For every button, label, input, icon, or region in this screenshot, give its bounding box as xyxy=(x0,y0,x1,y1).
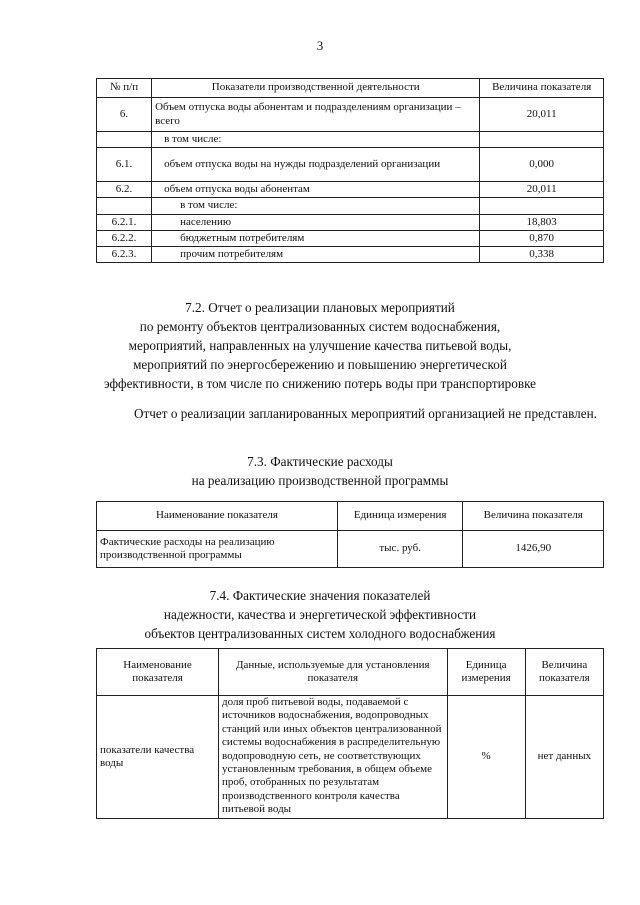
production-indicators-table xyxy=(96,78,604,263)
row-value xyxy=(480,198,604,214)
section-7-2-heading xyxy=(0,298,640,393)
page-number: 3 xyxy=(316,38,324,53)
row-value: 0,870 xyxy=(480,230,604,246)
table-row xyxy=(97,98,604,132)
row-value: 0,000 xyxy=(480,148,604,182)
row-value: нет данных xyxy=(525,696,603,819)
heading-line: объектов централизованных систем холодного водоснабжения xyxy=(144,626,496,641)
heading-line: 7.3. Фактические расходы xyxy=(247,454,393,469)
table-header-row xyxy=(97,649,604,696)
quality-indicators-table xyxy=(96,648,604,819)
row-value: 1426,90 xyxy=(463,531,604,568)
column-header: Величина показателя xyxy=(463,502,604,531)
row-number xyxy=(97,132,152,148)
table-header-row xyxy=(97,502,604,531)
column-header: № п/п xyxy=(97,79,152,98)
heading-line: на реализацию производственной программы xyxy=(191,473,449,488)
section-7-2-paragraph: Отчет о реализации запланированных мероприятий организацией не представлен. xyxy=(134,406,597,421)
row-value: 18,803 xyxy=(480,214,604,230)
section-7-3-heading xyxy=(0,452,640,490)
section-7-4-heading xyxy=(0,586,640,643)
table-row xyxy=(97,531,604,568)
column-header: Наименование показателя xyxy=(97,649,219,696)
column-header: Наименование показателя xyxy=(97,502,338,531)
column-header: Единица измерения xyxy=(337,502,462,531)
row-unit: % xyxy=(447,696,525,819)
heading-line: мероприятий по энергосбережению и повышению энергетической xyxy=(133,357,507,372)
heading-line: надежности, качества и энергетической эффективности xyxy=(163,607,477,622)
row-name: Объем отпуска воды абонентам и подразделениям организации – всего xyxy=(152,98,480,132)
table-row xyxy=(97,148,604,182)
column-header: Единица измерения xyxy=(447,649,525,696)
heading-line: мероприятий, направленных на улучшение качества питьевой воды, xyxy=(128,338,512,353)
actual-expenses-table xyxy=(96,501,604,568)
row-value xyxy=(480,132,604,148)
table-header-row xyxy=(97,79,604,98)
row-name: в том числе: xyxy=(152,198,480,214)
row-name: показатели качества воды xyxy=(97,696,219,819)
table-row xyxy=(97,246,604,262)
row-name: бюджетным потребителям xyxy=(152,230,480,246)
row-data-description: доля проб питьевой воды, подаваемой с источников водоснабжения, водопроводных станций или иных объектов централизованной системы водоснабжения в распределительную водопроводную сеть, не соответствующих установленным требования, в общем объеме проб, отобранных по результатам производственного контроля качества питьевой воды xyxy=(219,696,447,819)
row-unit: тыс. руб. xyxy=(337,531,462,568)
column-header: Показатели производственной деятельности xyxy=(152,79,480,98)
table-row xyxy=(97,198,604,214)
row-number xyxy=(97,198,152,214)
row-value: 20,011 xyxy=(480,182,604,198)
row-number: 6.1. xyxy=(97,148,152,182)
row-name: Фактические расходы на реализацию производственной программы xyxy=(97,531,338,568)
row-name: в том числе: xyxy=(152,132,480,148)
table-row xyxy=(97,132,604,148)
row-value: 0,338 xyxy=(480,246,604,262)
row-name: объем отпуска воды на нужды подразделений организации xyxy=(152,148,480,182)
column-header: Величина показателя xyxy=(480,79,604,98)
row-name: прочим потребителям xyxy=(152,246,480,262)
table-row xyxy=(97,696,604,819)
row-value: 20,011 xyxy=(480,98,604,132)
row-number: 6.2.3. xyxy=(97,246,152,262)
column-header: Величина показателя xyxy=(525,649,603,696)
heading-line: 7.2. Отчет о реализации плановых мероприятий xyxy=(185,300,455,315)
row-number: 6.2.2. xyxy=(97,230,152,246)
row-number: 6.2. xyxy=(97,182,152,198)
table-row xyxy=(97,182,604,198)
table-row xyxy=(97,230,604,246)
table-row xyxy=(97,214,604,230)
row-name: населению xyxy=(152,214,480,230)
column-header: Данные, используемые для установления показателя xyxy=(219,649,447,696)
row-number: 6. xyxy=(97,98,152,132)
heading-line: по ремонту объектов централизованных систем водоснабжения, xyxy=(139,319,501,334)
row-number: 6.2.1. xyxy=(97,214,152,230)
heading-line: 7.4. Фактические значения показателей xyxy=(209,588,431,603)
row-name: объем отпуска воды абонентам xyxy=(152,182,480,198)
heading-line: эффективности, в том числе по снижению потерь воды при транспортировке xyxy=(103,376,537,391)
